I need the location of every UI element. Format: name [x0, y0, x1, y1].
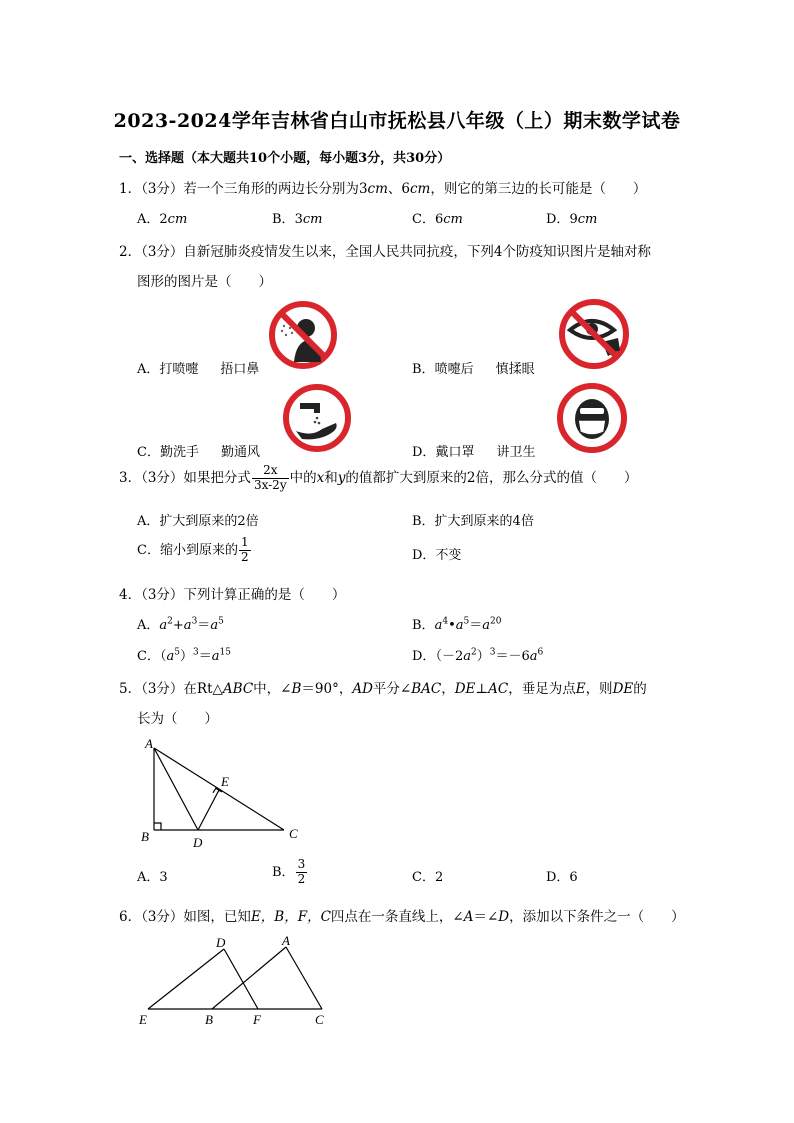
page-title: 2023-2024学年吉林省白山市抚松县八年级（上）期末数学试卷: [113, 110, 681, 132]
fig5-label-c: C: [289, 826, 298, 841]
question-4: 4．（3分）下列计算正确的是（ ）: [119, 587, 346, 603]
q3-option-d: D．不变: [412, 548, 462, 563]
q1-option-b: B．3cm: [272, 212, 323, 227]
q1-option-a: A．2cm: [137, 212, 188, 227]
q2-option-b: B．喷嚏后 慎揉眼: [412, 362, 535, 377]
fig6-label-b: B: [205, 1012, 213, 1027]
question-5-line2: 长为（ ）: [137, 711, 218, 727]
q5-option-c: C．2: [412, 870, 444, 885]
fig6-label-a: A: [282, 933, 290, 948]
fig6-label-c: C: [315, 1012, 324, 1027]
q5-option-b: B． $\frac{3}{2}$: [272, 857, 306, 886]
mask-face-icon: [556, 382, 628, 454]
q2-option-d: D．戴口罩 讲卫生: [412, 445, 536, 460]
fig5-label-a: A: [145, 736, 153, 751]
q5-option-d: D．6: [546, 870, 578, 885]
question-5: 5．（3分）在Rt△ABC中，∠B＝90°，AD平分∠BAC，DE⊥AC，垂足为点E，则DE的: [119, 681, 647, 697]
question-6: 6．（3分）如图，已知E，B，F，C四点在一条直线上，∠A＝∠D，添加以下条件之一（ ）: [119, 909, 685, 925]
fig5-label-e: E: [221, 774, 229, 789]
q3-option-a: A．扩大到原来的2倍: [137, 514, 259, 529]
q6-triangles-figure: [134, 930, 334, 1030]
q3-option-b: B．扩大到原来的4倍: [412, 514, 534, 529]
question-2-line2: 图形的图片是（ ）: [137, 274, 272, 290]
q2-option-c: C．勤洗手 勤通风: [137, 445, 260, 460]
no-eye-rub-icon: [558, 298, 630, 370]
q3-fraction: $\frac{2x}{3x-2y}$: [253, 463, 287, 492]
q1-option-d: D．9cm: [546, 212, 598, 227]
q3-option-c: C．缩小到原来的 $\frac{1}{2}$: [137, 535, 249, 564]
no-sneeze-icon: [268, 300, 338, 370]
fig6-label-f: F: [253, 1012, 261, 1027]
q5-option-a: A．3: [137, 870, 168, 885]
question-3: 3．（3分）如果把分式 $\frac{2x}{3x-2y}$ 中的x和y的值都扩大到原来的2倍，那么分式的值（ ）: [119, 463, 638, 492]
question-1: 1．（3分）若一个三角形的两边长分别为3cm、6cm，则它的第三边的长可能是（ ）: [119, 181, 647, 197]
question-2: 2．（3分）自新冠肺炎疫情发生以来，全国人民共同抗疫，下列4个防疫知识图片是轴对称: [119, 244, 652, 260]
q5-triangle-figure: [136, 732, 336, 852]
fig5-label-b: B: [141, 829, 149, 844]
q4-option-a: A．$a^2+a^3=a^5$: [137, 616, 224, 633]
section-heading: 一、选择题（本大题共10个小题，每小题3分，共30分）: [119, 151, 451, 166]
hand-wash-icon: [282, 383, 352, 453]
q4-option-d: D．$(-2a^2)^3=-6a^6$: [412, 647, 544, 664]
q2-option-a: A．打喷嚏 捂口鼻: [137, 362, 260, 377]
fig6-label-e: E: [139, 1012, 147, 1027]
q4-option-b: B．$a^4•a^5=a^{20}$: [412, 616, 502, 633]
fig6-label-d: D: [216, 935, 226, 950]
q1-option-c: C．6cm: [412, 212, 463, 227]
q4-option-c: C．$(a^5)^3=a^{15}$: [137, 647, 231, 664]
fig5-label-d: D: [193, 835, 203, 850]
